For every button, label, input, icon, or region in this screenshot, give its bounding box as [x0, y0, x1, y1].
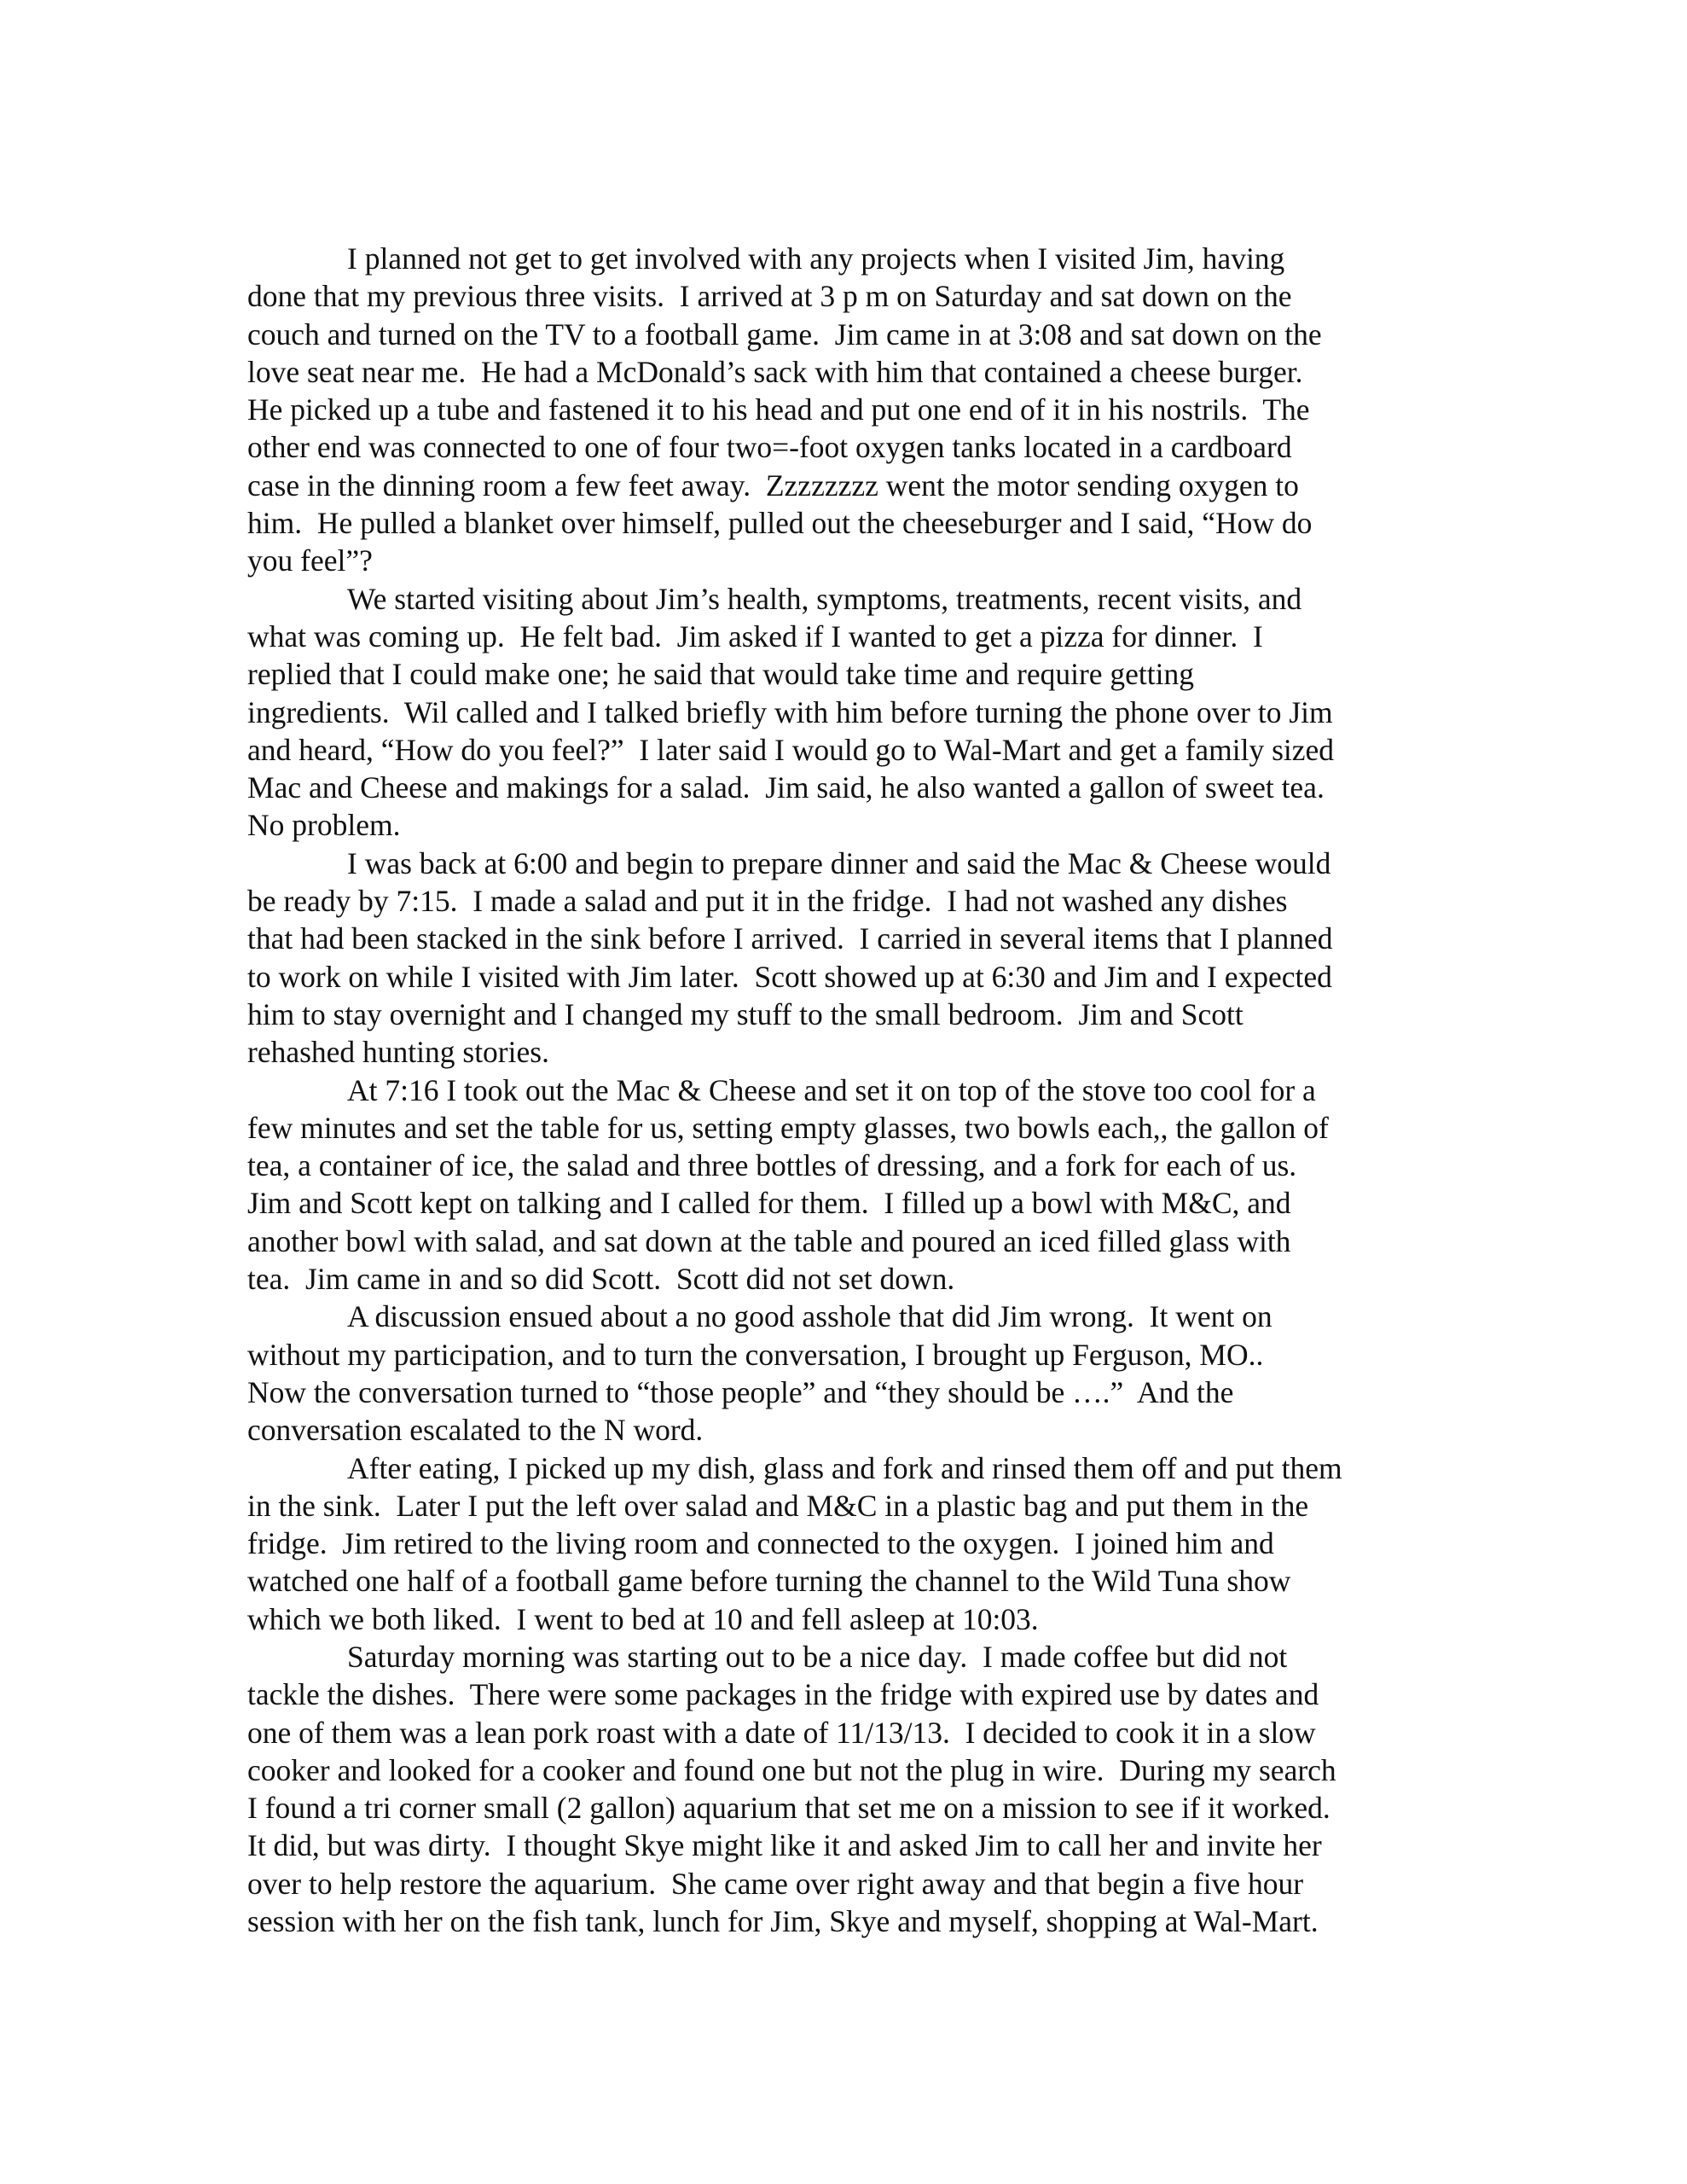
text-line: you feel”? — [247, 543, 373, 578]
text-line: I found a tri corner small (2 gallon) aquarium that set me on a mission to see if it worked. — [247, 1791, 1330, 1826]
text-line: case in the dinning room a few feet away. Zzzzzzzz went the motor sending oxygen to — [247, 468, 1299, 502]
paragraph — [247, 580, 1441, 845]
paragraph — [247, 1449, 1441, 1638]
paragraph — [247, 1298, 1441, 1449]
text-line: over to help restore the aquarium. She came over right away and that begin a five hour — [247, 1866, 1304, 1901]
paragraph — [247, 845, 1441, 1072]
text-line: rehashed hunting stories. — [247, 1035, 549, 1070]
text-line: couch and turned on the TV to a football game. Jim came in at 3:08 and sat down on the — [247, 317, 1322, 351]
text-line: in the sink. Later I put the left over salad and M&C in a plastic bag and put them in the — [247, 1488, 1309, 1523]
text-line: I planned not get to get involved with any projects when I visited Jim, having — [347, 241, 1285, 276]
text-line: one of them was a lean pork roast with a date of 11/13/13. I decided to cook it in a slow — [247, 1715, 1316, 1750]
text-line: A discussion ensued about a no good asshole that did Jim wrong. It went on — [347, 1299, 1272, 1334]
text-line: We started visiting about Jim’s health, symptoms, treatments, recent visits, and — [347, 581, 1302, 616]
text-line: replied that I could make one; he said that would take time and require getting — [247, 657, 1194, 692]
text-line: what was coming up. He felt bad. Jim asked if I wanted to get a pizza for dinner. I — [247, 619, 1263, 653]
text-line: him to stay overnight and I changed my stuff to the small bedroom. Jim and Scott — [247, 996, 1244, 1031]
text-line: without my participation, and to turn the conversation, I brought up Ferguson, MO.. — [247, 1337, 1264, 1372]
text-line: tea, a container of ice, the salad and three bottles of dressing, and a fork for each of us. — [247, 1148, 1297, 1183]
text-line: ingredients. Wil called and I talked briefly with him before turning the phone over to Jim — [247, 694, 1333, 729]
text-line: At 7:16 I took out the Mac & Cheese and set it on top of the stove too cool for a — [347, 1072, 1316, 1107]
text-line: that had been stacked in the sink before I arrived. I carried in several items that I planned — [247, 921, 1333, 956]
text-line: done that my previous three visits. I arrived at 3 p m on Saturday and sat down on the — [247, 279, 1292, 314]
text-line: He picked up a tube and fastened it to his head and put one end of it in his nostrils. The — [247, 392, 1310, 427]
paragraph — [247, 1072, 1441, 1298]
text-line: Jim and Scott kept on talking and I called for them. I filled up a bowl with M&C, and — [247, 1186, 1291, 1221]
text-line: Mac and Cheese and makings for a salad. Jim said, he also wanted a gallon of sweet tea. — [247, 770, 1325, 805]
text-line: fridge. Jim retired to the living room and connected to the oxygen. I joined him and — [247, 1526, 1274, 1561]
paragraph — [247, 240, 1441, 580]
text-line: him. He pulled a blanket over himself, pulled out the cheeseburger and I said, “How do — [247, 506, 1313, 541]
text-line: No problem. — [247, 808, 401, 843]
text-line: I was back at 6:00 and begin to prepare dinner and said the Mac & Cheese would — [347, 845, 1331, 880]
text-line: After eating, I picked up my dish, glass and fork and rinsed them off and put them — [347, 1450, 1342, 1485]
text-line: and heard, “How do you feel?” I later said I would go to Wal-Mart and get a family sized — [247, 732, 1335, 767]
text-line: to work on while I visited with Jim later. Scott showed up at 6:30 and Jim and I expected — [247, 959, 1332, 994]
text-line: another bowl with salad, and sat down at the table and poured an iced filled glass with — [247, 1223, 1291, 1258]
text-line: few minutes and set the table for us, setting empty glasses, two bowls each,, the gallon of — [247, 1110, 1329, 1145]
text-line: tea. Jim came in and so did Scott. Scott did not set down. — [247, 1262, 955, 1297]
body-text — [247, 240, 1441, 1940]
text-line: which we both liked. I went to bed at 10 and fell asleep at 10:03. — [247, 1601, 1039, 1636]
text-line: conversation escalated to the N word. — [247, 1413, 704, 1448]
text-line: Now the conversation turned to “those people” and “they should be ….” And the — [247, 1374, 1234, 1409]
text-line: be ready by 7:15. I made a salad and put it in the fridge. I had not washed any dishes — [247, 884, 1288, 919]
text-line: watched one half of a football game before turning the channel to the Wild Tuna show — [247, 1564, 1291, 1599]
paragraph — [247, 1638, 1441, 1940]
text-line: cooker and looked for a cooker and found one but not the plug in wire. During my search — [247, 1752, 1336, 1787]
text-line: tackle the dishes. There were some packages in the fridge with expired use by dates and — [247, 1677, 1319, 1712]
text-line: other end was connected to one of four two=-foot oxygen tanks located in a cardboard — [247, 430, 1292, 465]
text-line: love seat near me. He had a McDonald’s sack with him that contained a cheese burger. — [247, 354, 1303, 389]
text-line: session with her on the fish tank, lunch for Jim, Skye and myself, shopping at Wal-Mart. — [247, 1904, 1319, 1939]
text-line: Saturday morning was starting out to be a nice day. I made coffee but did not — [347, 1639, 1288, 1674]
text-line: It did, but was dirty. I thought Skye might like it and asked Jim to call her and invite her — [247, 1828, 1322, 1863]
